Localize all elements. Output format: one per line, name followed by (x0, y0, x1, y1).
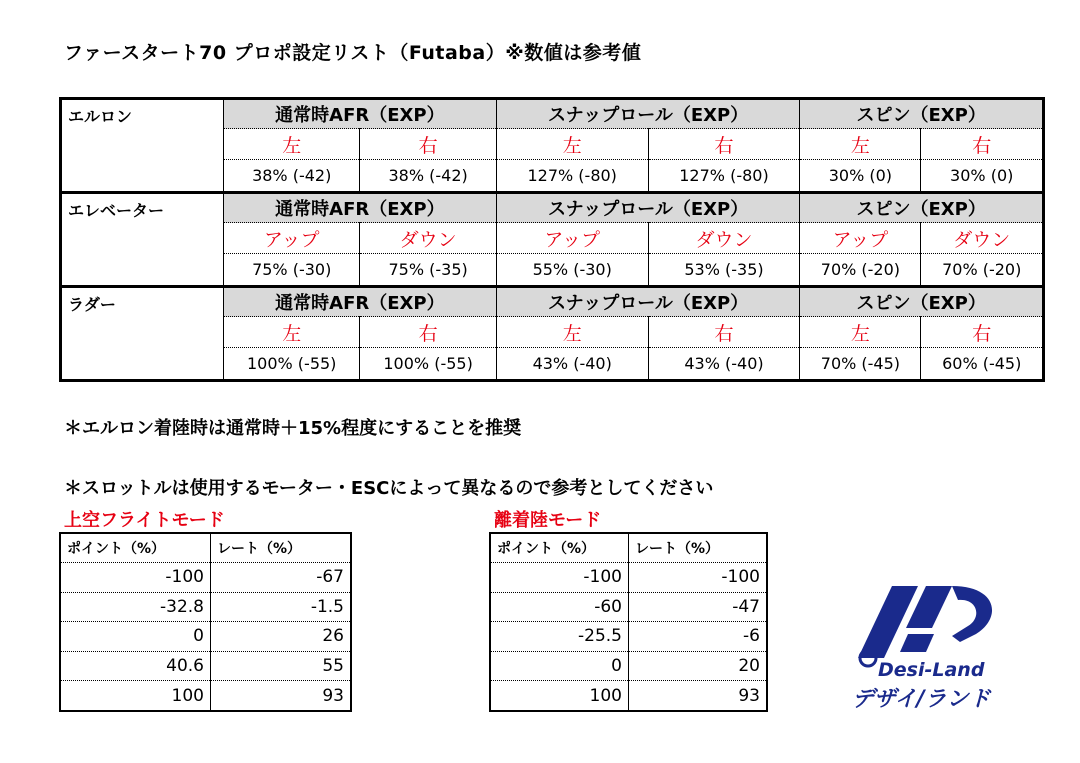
direction-cell: 左 (224, 129, 360, 160)
value-cell: 38% (-42) (360, 160, 496, 193)
table-cell: -67 (211, 563, 352, 593)
value-cell: 127% (-80) (648, 160, 800, 193)
table-cell: 0 (60, 622, 211, 652)
direction-cell: ダウン (648, 223, 800, 254)
table-cell: 93 (211, 681, 352, 711)
table-cell: -6 (629, 622, 768, 652)
table-row (490, 592, 767, 622)
value-cell: 38% (-42) (224, 160, 360, 193)
value-cell: 53% (-35) (648, 254, 800, 287)
value-cell: 60% (-45) (921, 348, 1044, 381)
table-cell: 100 (60, 681, 211, 711)
direction-cell: 左 (496, 317, 648, 348)
note-aileron-landing: ＊エルロン着陸時は通常時＋15%程度にすることを推奨 (64, 418, 522, 439)
throttle-curve-takeoff-table (489, 532, 768, 712)
table-row (60, 563, 351, 593)
section-label-elevator: エレベーター (61, 193, 224, 287)
table-cell: 55 (211, 651, 352, 681)
mode-normal: 通常時AFR（EXP） (224, 193, 497, 223)
direction-cell: 左 (496, 129, 648, 160)
curve-title-takeoff-landing: 離着陸モード (494, 510, 602, 531)
value-cell: 75% (-35) (360, 254, 496, 287)
table-row (60, 622, 351, 652)
table-row (490, 651, 767, 681)
mode-snap-roll: スナップロール（EXP） (496, 193, 800, 223)
mode-snap-roll: スナップロール（EXP） (496, 99, 800, 129)
table-row (490, 622, 767, 652)
table-row (60, 651, 351, 681)
table-cell: 26 (211, 622, 352, 652)
table-cell: 100 (490, 681, 629, 711)
table-cell: -60 (490, 592, 629, 622)
direction-cell: ダウン (921, 223, 1044, 254)
table-cell: -100 (60, 563, 211, 593)
table-row (60, 681, 351, 711)
column-header: レート（%） (629, 533, 768, 563)
table-cell: 20 (629, 651, 768, 681)
throttle-curve-flight-table (59, 532, 352, 712)
value-cell: 70% (-45) (800, 348, 921, 381)
value-cell: 127% (-80) (496, 160, 648, 193)
table-cell: -32.8 (60, 592, 211, 622)
mode-header-row (61, 287, 1044, 317)
table-row (490, 563, 767, 593)
table-cell: 40.6 (60, 651, 211, 681)
mode-spin: スピン（EXP） (800, 99, 1044, 129)
direction-cell: 右 (921, 129, 1044, 160)
column-header: レート（%） (211, 533, 352, 563)
value-cell: 100% (-55) (224, 348, 360, 381)
table-cell: -1.5 (211, 592, 352, 622)
mode-normal: 通常時AFR（EXP） (224, 287, 497, 317)
curve-title-flight: 上空フライトモード (64, 510, 225, 531)
table-cell: 93 (629, 681, 768, 711)
mode-spin: スピン（EXP） (800, 287, 1044, 317)
direction-cell: 左 (800, 317, 921, 348)
direction-cell: 右 (921, 317, 1044, 348)
value-cell: 70% (-20) (800, 254, 921, 287)
value-cell: 100% (-55) (360, 348, 496, 381)
direction-cell: 右 (648, 317, 800, 348)
desi-land-logo-mark (848, 580, 1008, 715)
table-cell: 0 (490, 651, 629, 681)
value-cell: 70% (-20) (921, 254, 1044, 287)
direction-cell: アップ (224, 223, 360, 254)
direction-cell: ダウン (360, 223, 496, 254)
direction-cell: アップ (496, 223, 648, 254)
value-cell: 30% (0) (800, 160, 921, 193)
section-label-rudder: ラダー (61, 287, 224, 381)
direction-cell: 左 (800, 129, 921, 160)
value-cell: 43% (-40) (648, 348, 800, 381)
logo-kana-text: デザイ/ランド (852, 687, 991, 712)
section-label-aileron: エルロン (61, 99, 224, 193)
mode-header-row (61, 99, 1044, 129)
note-throttle: ＊スロットルは使用するモーター・ESCによって異なるので参考としてください (64, 478, 714, 499)
value-cell: 30% (0) (921, 160, 1044, 193)
value-cell: 43% (-40) (496, 348, 648, 381)
table-row (60, 592, 351, 622)
direction-cell: 右 (648, 129, 800, 160)
desi-land-logo (848, 580, 1008, 715)
mode-header-row (61, 193, 1044, 223)
column-header: ポイント（%） (490, 533, 629, 563)
table-header-row (60, 533, 351, 563)
value-cell: 55% (-30) (496, 254, 648, 287)
table-header-row (490, 533, 767, 563)
table-cell: -25.5 (490, 622, 629, 652)
direction-cell: アップ (800, 223, 921, 254)
settings-table (59, 97, 1045, 382)
value-cell: 75% (-30) (224, 254, 360, 287)
mode-spin: スピン（EXP） (800, 193, 1044, 223)
table-cell: -100 (490, 563, 629, 593)
column-header: ポイント（%） (60, 533, 211, 563)
direction-cell: 右 (360, 317, 496, 348)
mode-normal: 通常時AFR（EXP） (224, 99, 497, 129)
direction-cell: 右 (360, 129, 496, 160)
direction-cell: 左 (224, 317, 360, 348)
table-row (490, 681, 767, 711)
table-cell: -47 (629, 592, 768, 622)
table-cell: -100 (629, 563, 768, 593)
logo-brand-text: Desi-Land (878, 659, 985, 681)
page-title: ファースタート70 プロポ設定リスト（Futaba）※数値は参考値 (64, 42, 642, 64)
mode-snap-roll: スナップロール（EXP） (496, 287, 800, 317)
